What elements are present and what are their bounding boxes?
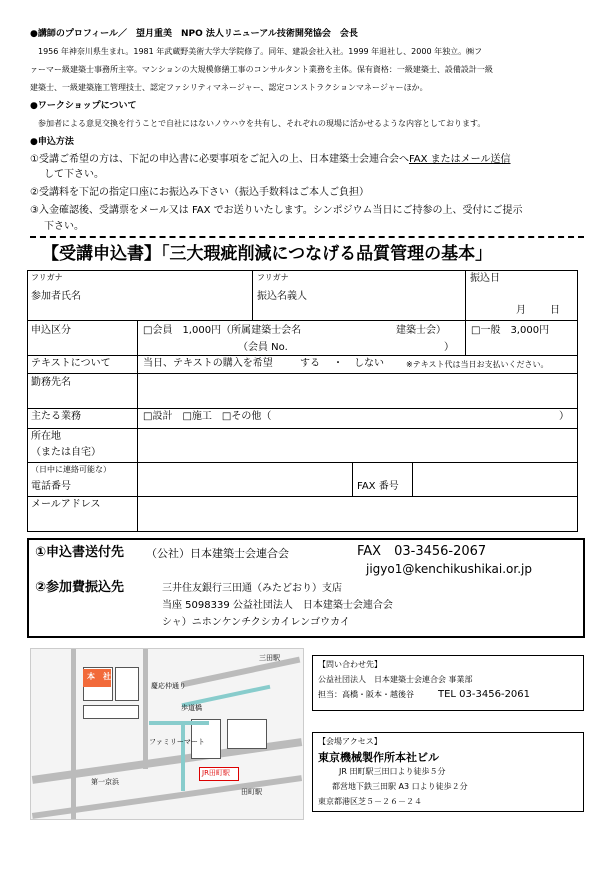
building — [115, 667, 139, 701]
separator-dot: ・ — [333, 358, 343, 369]
member-option[interactable]: □会員 1,000円（所属建築士会名 — [143, 325, 302, 336]
application-form — [27, 270, 578, 532]
contact-tel: TEL 03-3456-2061 — [438, 689, 531, 700]
day-label: 日 — [550, 305, 560, 316]
divider — [27, 496, 578, 497]
venue-access: JR 田町駅三田口より徒歩５分 — [339, 767, 446, 776]
building — [83, 705, 139, 719]
road — [143, 649, 148, 769]
textbook-no[interactable]: しない — [354, 358, 384, 369]
contact-title: 【問い合わせ先】 — [318, 660, 382, 669]
work-options[interactable]: □設計 □施工 □その他（ — [143, 411, 272, 422]
map-label: 歩道橋 — [181, 704, 202, 712]
route — [181, 721, 185, 791]
textbook-label: テキストについて — [31, 358, 111, 369]
apply-item-3-cont: 下さい。 — [44, 221, 84, 232]
divider — [352, 462, 353, 496]
route — [149, 721, 209, 725]
participant-label: 参加者氏名 — [31, 291, 81, 302]
textbook-yes[interactable]: する — [300, 358, 320, 369]
divider — [27, 408, 578, 409]
bank-account: 当座 5098339 公益社団法人 日本建築士会連合会 — [162, 600, 393, 611]
bank-name: 三井住友銀行三田通（みたどおり）支店 — [162, 583, 342, 594]
road — [182, 654, 301, 688]
building — [227, 719, 267, 749]
apply-item-1-cont: して下さい。 — [44, 169, 104, 180]
divider — [252, 270, 253, 320]
work-close: ） — [559, 411, 569, 422]
address-label: 所在地 — [31, 431, 61, 442]
bank-kana: シャ）ニホンケンチクシカイレンゴウカイ — [162, 617, 350, 628]
send-fax: FAX 03-3456-2067 — [357, 544, 487, 559]
divider — [27, 428, 578, 429]
textbook-question: 当日、テキストの購入を希望 — [143, 358, 273, 369]
lecturer-heading: ●講師のプロフィール／ 望月重美 NPO 法人リニューアル技術開発協会 会長 — [30, 29, 358, 39]
divider — [27, 373, 578, 374]
member-no-label: （会員 No. — [238, 342, 288, 353]
contact-staff: 担当：高橋・阪本・越後谷 — [318, 690, 414, 699]
form-title: 【受講申込書】「三大瑕疵削減につなげる品質管理の基本」 — [42, 244, 493, 264]
paren-close: ） — [444, 342, 454, 353]
venue-title: 【会場アクセス】 — [318, 737, 382, 746]
contact-org: 公益社団法人 日本建築士会連合会 事業部 — [318, 675, 473, 684]
venue-marker-label: 本 社 — [87, 672, 111, 681]
cut-line — [30, 236, 584, 238]
send-email[interactable]: jigyo1@kenchikushikai.or.jp — [366, 562, 532, 576]
workshop-line: 参加者による意見交換を行うことで自社にはないノウハウを共有し、それぞれの現場に活かせるような内容としております。 — [38, 119, 486, 128]
map-label: 慶応仲通り — [151, 682, 186, 690]
map-label: 田町駅 — [241, 788, 262, 796]
divider — [27, 462, 578, 463]
send-label-1: ①申込書送付先 — [35, 545, 125, 560]
workshop-heading: ●ワークショップについて — [30, 101, 137, 111]
divider — [27, 320, 578, 321]
main-work-label: 主たる業務 — [31, 411, 81, 422]
phone-label: 電話番号 — [31, 481, 71, 492]
map-label: 三田駅 — [259, 654, 280, 662]
apply-item-2: ②受講料を下記の指定口座にお振込み下さい（振込手数料はご本人ご負担） — [30, 187, 369, 198]
divider — [465, 320, 466, 355]
divider — [27, 355, 578, 356]
payer-label: 振込名義人 — [257, 291, 307, 302]
send-org: （公社）日本建築士会連合会 — [146, 547, 289, 560]
venue-access: 都営地下鉄三田駅 A3 口より徒歩２分 — [332, 782, 468, 791]
workplace-label: 勤務先名 — [31, 377, 71, 388]
apply-item-3: ③入金確認後、受講票をメール又は FAX でお送りいたします。シンポジウム当日にご持参の上、受付にご提示 — [30, 205, 523, 216]
apply-item-1-link[interactable]: FAX またはメール送信 — [408, 154, 511, 165]
address-note: （または自宅） — [31, 447, 101, 458]
road — [71, 649, 76, 819]
phone-note: （日中に連絡可能な） — [31, 465, 111, 474]
divider — [465, 270, 466, 320]
apply-item-1-text: ①受講ご希望の方は、下記の申込書に必要事項をご記入の上、日本建築士会連合会へ — [30, 154, 409, 165]
lecturer-line: 建築士、一級建築施工管理技士、認定ファシリティマネージャー、認定コンストラクションマネージャーほか。 — [30, 83, 428, 92]
access-map — [30, 648, 304, 820]
station-label: JR田町駅 — [202, 769, 230, 777]
lecturer-line: ァーマー級建築士事務所主宰。マンションの大規模修繕工事のコンサルタント業務を主体。保有資格：一級建築士、設備設計一級 — [30, 65, 493, 74]
furigana-label: フリガナ — [31, 273, 63, 282]
furigana-label: フリガナ — [257, 273, 289, 282]
email-label: メールアドレス — [31, 499, 101, 510]
textbook-note: ※テキスト代は当日お支払いください。 — [406, 360, 549, 369]
apply-item-1 — [30, 155, 510, 165]
apply-heading: ●申込方法 — [30, 137, 74, 147]
general-option[interactable]: □一般 3,000円 — [471, 325, 550, 336]
send-label-2: ②参加費振込先 — [35, 580, 125, 595]
venue-address: 東京都港区芝５－２６－２４ — [318, 797, 422, 806]
category-label: 申込区分 — [31, 325, 71, 336]
fax-label: FAX 番号 — [357, 481, 399, 492]
map-label: 第一京浜 — [91, 778, 119, 786]
venue-name: 東京機械製作所本社ビル — [318, 751, 439, 764]
lecturer-line: 1956 年神奈川県生まれ。1981 年武蔵野美術大学大学院修了。同年、建設会社入社。1999 年退社し、2000 年独立。㈱フ — [38, 47, 483, 56]
map-label: ファミリーマート — [149, 738, 205, 746]
month-label: 月 — [516, 305, 526, 316]
divider — [137, 320, 138, 532]
kai-label: 建築士会） — [396, 325, 446, 336]
transfer-date-label: 振込日 — [470, 273, 500, 284]
divider — [412, 462, 413, 496]
